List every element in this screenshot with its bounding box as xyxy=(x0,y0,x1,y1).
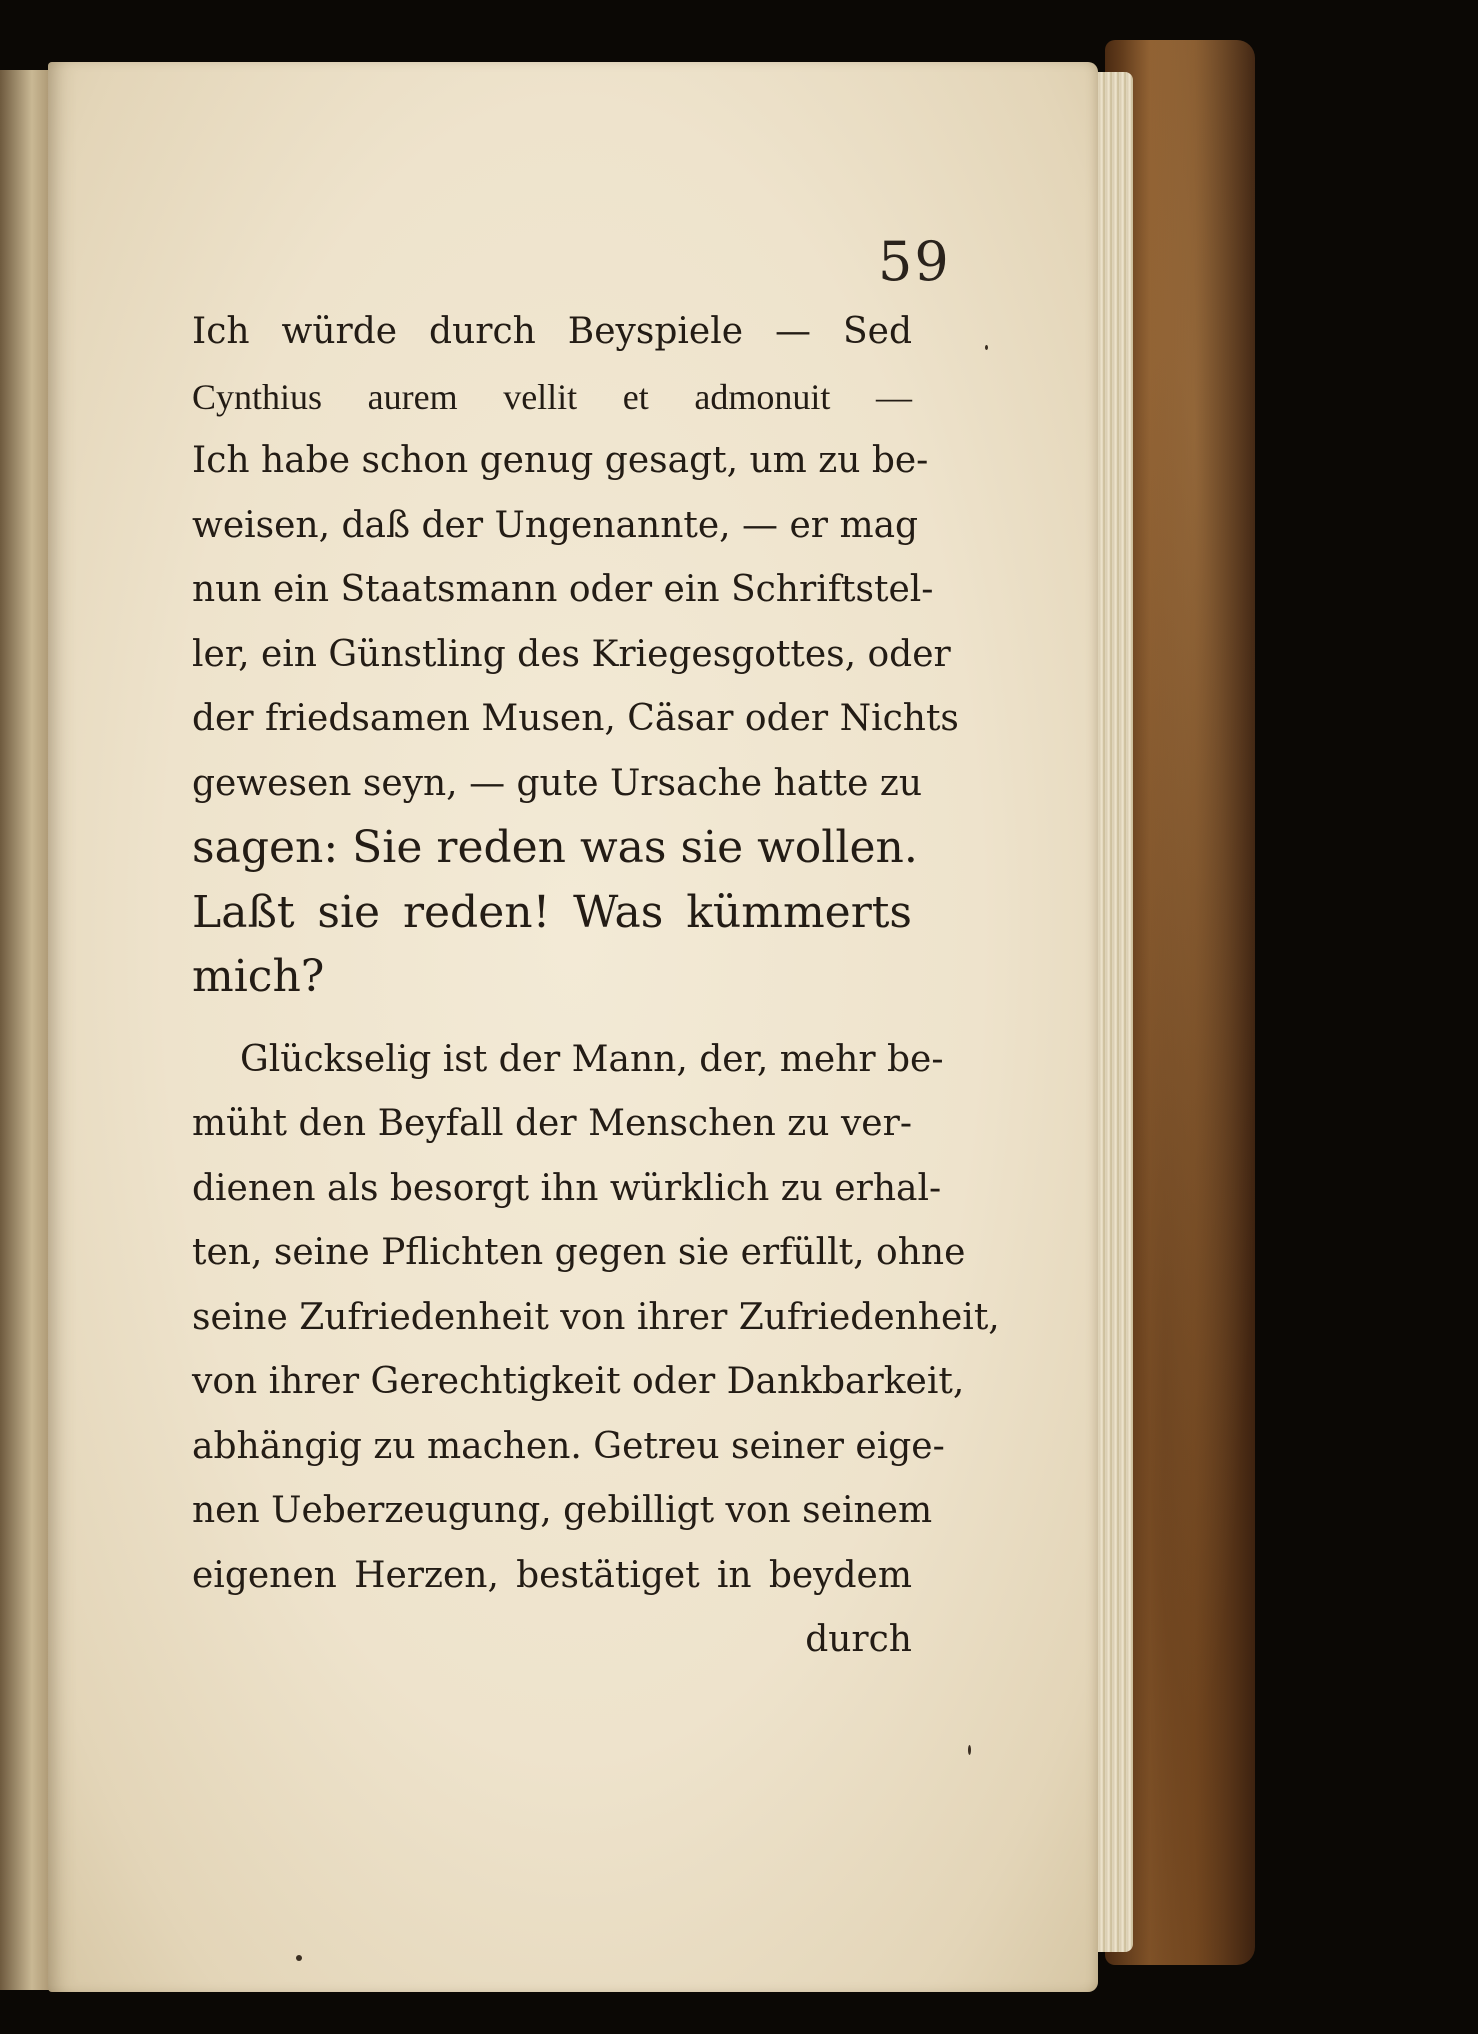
text-line-emphasis: Laßt sie reden! Was kümmerts xyxy=(192,886,912,938)
text-line: dienen als besorgt ihn würklich zu erhal- xyxy=(192,1167,942,1209)
text-line: ten, seine Pflichten gegen sie erfüllt, ohne xyxy=(192,1232,966,1273)
text-line: abhängig zu machen. Getreu seiner eige- xyxy=(192,1425,945,1467)
text-line: nun ein Staatsmann oder ein Schriftstel- xyxy=(192,569,934,610)
ink-speck xyxy=(296,1955,302,1961)
text-line: Cynthius aurem vellit et admonuit — xyxy=(192,376,912,417)
paragraph-gap xyxy=(192,1010,912,1028)
text-line: Glückselig ist der Mann, der, mehr be- xyxy=(240,1038,944,1080)
text-line-emphasis: sagen: Sie reden was sie wollen. xyxy=(192,822,918,873)
text-line: weisen, daß der Ungenannte, — er mag xyxy=(192,504,919,546)
text-line: ler, ein Günstling des Kriegesgottes, oder xyxy=(192,633,951,675)
text-line: Ich würde durch Beyspiele — Sed xyxy=(192,311,912,352)
catchword: durch xyxy=(805,1619,912,1660)
ink-speck xyxy=(968,1745,971,1755)
paragraph-2 xyxy=(192,1028,1000,1673)
ink-speck xyxy=(985,345,988,350)
text-line: müht den Beyfall der Menschen zu ver- xyxy=(192,1103,912,1144)
text-line: der friedsamen Musen, Cäsar oder Nichts xyxy=(192,698,959,739)
text-line: von ihrer Gerechtigkeit oder Dankbarkeit, xyxy=(192,1361,965,1402)
text-line: seine Zufriedenheit von ihrer Zufriedenheit, xyxy=(192,1296,1000,1338)
page-number: 59 xyxy=(878,230,951,293)
text-line: eigenen Herzen, bestätiget in beydem xyxy=(192,1554,912,1596)
text-line: gewesen seyn, — gute Ursache hatte zu xyxy=(192,762,923,804)
text-block xyxy=(192,300,1000,1673)
text-line: Ich habe schon genug gesagt, um zu be- xyxy=(192,440,929,481)
text-line: nen Ueberzeugung, gebilligt von seinem xyxy=(192,1490,933,1531)
paragraph-1 xyxy=(192,300,959,1010)
text-line-emphasis: mich? xyxy=(192,951,325,1002)
